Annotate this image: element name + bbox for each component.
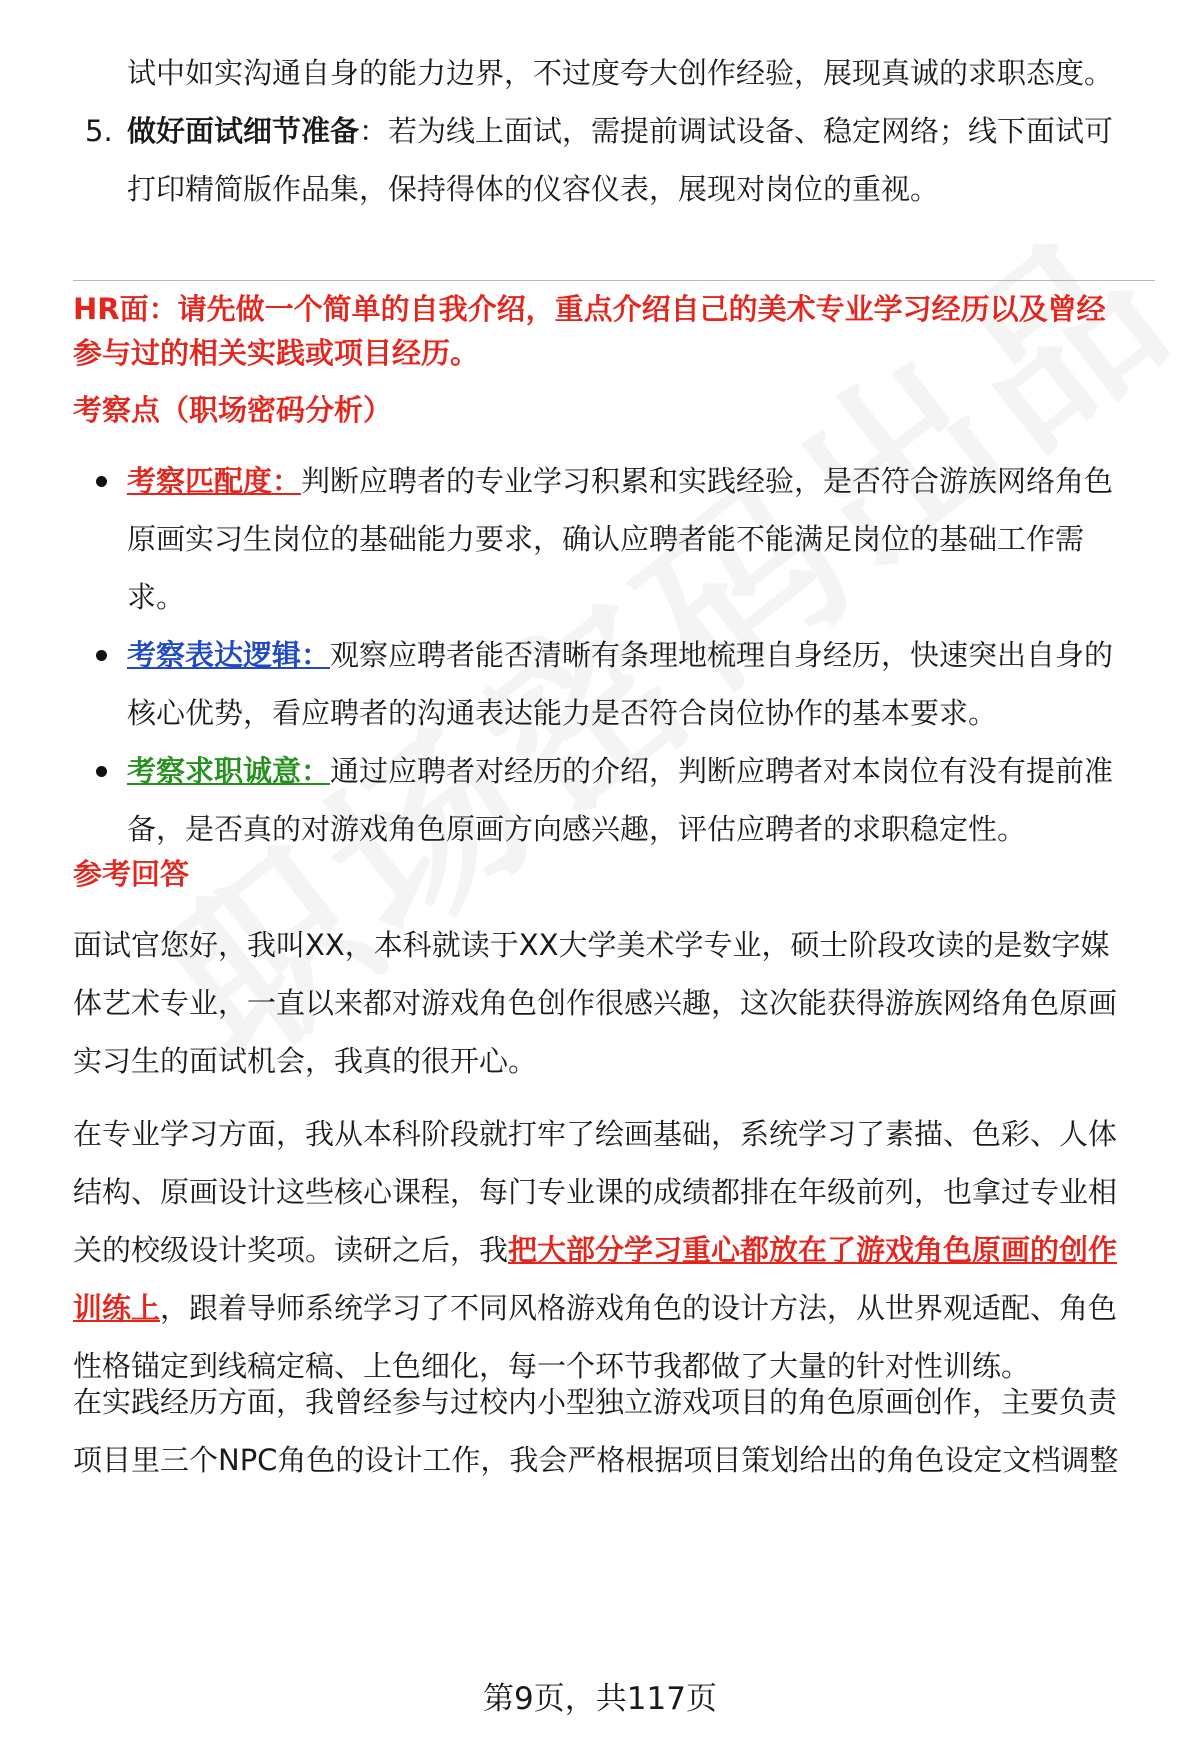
analysis-item-3: [73, 742, 1153, 858]
analysis-item-1: [73, 452, 1153, 626]
analysis-item-line-2: 原画实习生岗位的基础能力要求，确认应聘者能不能满足岗位的基础工作需: [127, 522, 1085, 556]
emphasis-text: 训练上: [73, 1291, 161, 1325]
analysis-item-line-1: [127, 742, 1153, 800]
analysis-text: 通过应聘者对经历的介绍，判断应聘者对本岗位有没有提前准: [330, 754, 1114, 788]
analysis-heading-wrap: [73, 388, 1153, 432]
emphasis-text: 把大部分学习重心都放在了游戏角色原画的创作: [508, 1233, 1118, 1267]
paragraph-line: 面试官您好，我叫XX，本科就读于XX大学美术学专业，硕士阶段攻读的是数字媒: [73, 928, 1110, 962]
analysis-text: 判断应聘者的专业学习积累和实践经验，是否符合游族网络角色: [301, 464, 1114, 498]
paragraph-line: 项目里三个NPC角色的设计工作，我会严格根据项目策划给出的角色设定文档调整: [73, 1443, 1119, 1477]
list-number: 5.: [85, 114, 113, 148]
analysis-label: 考察匹配度：: [127, 464, 302, 498]
bullet-dot: [96, 766, 107, 777]
bullet-dot: [96, 476, 107, 487]
section-divider: [73, 280, 1155, 281]
analysis-item-line-2: 备，是否真的对游戏角色原画方向感兴趣，评估应聘者的求职稳定性。: [127, 812, 1027, 846]
analysis-label: 考察求职诚意：: [127, 754, 331, 788]
question-line-2: 参与过的相关实践或项目经历。: [73, 336, 480, 370]
analysis-item-line-1: [127, 452, 1153, 510]
question-line-1: HR面：请先做一个简单的自我介绍，重点介绍自己的美术专业学习经历以及曾经: [73, 292, 1106, 326]
answer-paragraph-3: [73, 1373, 1153, 1489]
answer-paragraph-1: [73, 916, 1153, 1090]
list-item-line2: 打印精简版作品集，保持得体的仪容仪表，展现对岗位的重视。: [127, 172, 940, 206]
list-item-rest: ：若为线上面试，需提前调试设备、稳定网络；线下面试可: [359, 114, 1114, 148]
analysis-heading: 考察点（职场密码分析）: [73, 393, 393, 427]
question-section: [73, 287, 1153, 375]
paragraph-line: 性格锚定到线稿定稿、上色细化，每一个环节我都做了大量的针对性训练。: [73, 1349, 1031, 1383]
analysis-label: 考察表达逻辑：: [127, 638, 331, 672]
intro-section: [73, 44, 1153, 218]
answer-heading-wrap: [73, 852, 1153, 896]
analysis-item-line-3: 求。: [127, 580, 186, 614]
answer-heading: 参考回答: [73, 857, 190, 891]
paragraph-line: 结构、原画设计这些核心课程，每门专业课的成绩都排在年级前列，也拿过专业相: [73, 1175, 1118, 1209]
paragraph-line: 在专业学习方面，我从本科阶段就打牢了绘画基础，系统学习了素描、色彩、人体: [73, 1117, 1118, 1151]
analysis-item-line-1: [127, 626, 1153, 684]
analysis-text: 观察应聘者能否清晰有条理地梳理自身经历，快速突出自身的: [330, 638, 1114, 672]
analysis-item-line-2: 核心优势，看应聘者的沟通表达能力是否符合岗位协作的基本要求。: [127, 696, 998, 730]
list-item-5: [73, 102, 1153, 218]
analysis-item-2: [73, 626, 1153, 742]
analysis-list: [73, 452, 1153, 858]
paragraph-line: 在实践经历方面，我曾经参与过校内小型独立游戏项目的角色原画创作，主要负责: [73, 1385, 1118, 1419]
paragraph-line: 实习生的面试机会，我真的很开心。: [73, 1044, 538, 1078]
continued-line: 试中如实沟通自身的能力边界，不过度夸大创作经验，展现真诚的求职态度。: [127, 56, 1114, 90]
paragraph-text: ，跟着导师系统学习了不同风格游戏角色的设计方法，从世界观适配、角色: [160, 1291, 1118, 1325]
page-footer: 第9页，共117页: [483, 1681, 717, 1717]
paragraph-text: 关的校级设计奖项。读研之后，我: [73, 1233, 509, 1267]
list-item-title: 做好面试细节准备: [127, 114, 360, 148]
paragraph-line: [73, 1221, 1153, 1279]
answer-paragraph-2: [73, 1105, 1153, 1395]
paragraph-line: 体艺术专业，一直以来都对游戏角色创作很感兴趣，这次能获得游族网络角色原画: [73, 986, 1118, 1020]
paragraph-line: [73, 1279, 1153, 1337]
bullet-dot: [96, 650, 107, 661]
list-item-text: [127, 102, 1153, 160]
